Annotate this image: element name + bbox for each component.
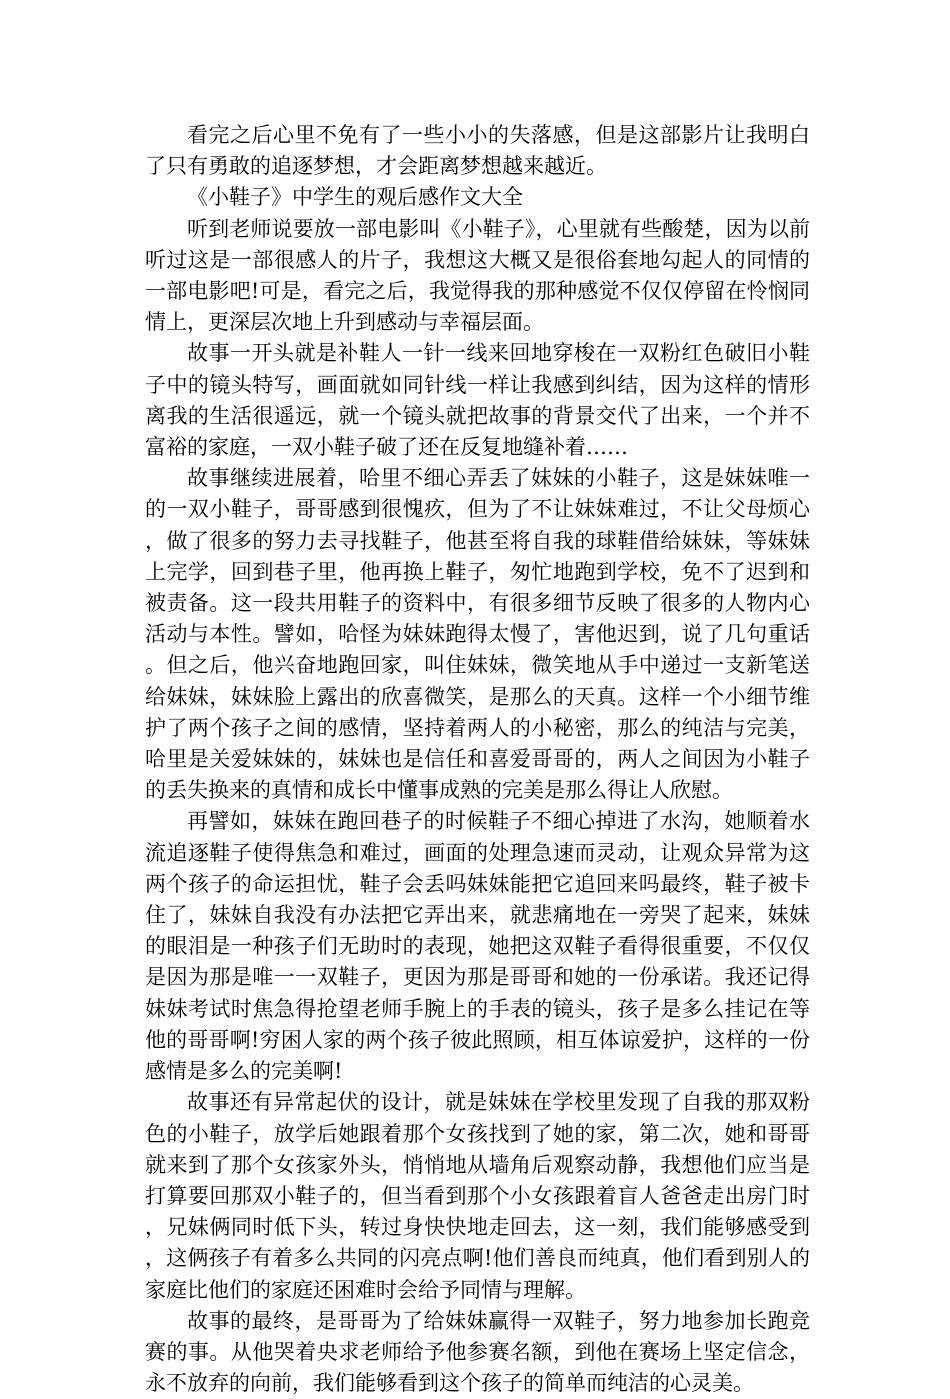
- paragraph-lost-shoes: 故事继续进展着，哈里不细心弄丢了妹妹的小鞋子，这是妹妹唯一的一双小鞋子，哥哥感到很愧疚，但为了不让妹妹难过，不让父母烦心，做了很多的努力去寻找鞋子，他甚至将自我的球鞋借给妹妹，等妹妹上完学，回到巷子里，他再换上鞋子，匆忙地跑到学校，免不了迟到和被责备。这一段共用鞋子的资料中，有很多细节反映了很多的人物内心活动与本性。譬如，哈怪为妹妹跑得太慢了，害他迟到，说了几句重话。但之后，他兴奋地跑回家，叫住妹妹，微笑地从手中递过一支新笔送给妹妹，妹妹脸上露出的欣喜微笑，是那么的天真。这样一个小细节维护了两个孩子之间的感情，坚持着两人的小秘密，那么的纯洁与完美，哈里是关爱妹妹的，妹妹也是信任和喜爱哥哥的，两人之间因为小鞋子的丢失换来的真情和成长中懂事成熟的完美是那么得让人欣慰。: [145, 466, 810, 803]
- paragraph-intro: 听到老师说要放一部电影叫《小鞋子》，心里就有些酸楚，因为以前听过这是一部很感人的片子，我想这大概又是很俗套地勾起人的同情的一部电影吧!可是，看完之后，我觉得我的那种感觉不仅仅停留在怜悯同情上，更深层次地上升到感动与幸福层面。: [145, 216, 810, 335]
- paragraph-race: 故事的最终，是哥哥为了给妹妹赢得一双鞋子，努力地参加长跑竞赛的事。从他哭着央求老师给予他参赛名额，到他在赛场上坚定信念，永不放弃的向前，我们能够看到这个孩子的简单而纯洁的心灵美。: [145, 1308, 810, 1396]
- document-page: [145, 120, 810, 1399]
- section-heading: 《小鞋子》中学生的观后感作文大全: [187, 185, 523, 210]
- paragraph-shoe-in-ditch: 再譬如，妹妹在跑回巷子的时候鞋子不细心掉进了水沟，她顺着水流追逐鞋子使得焦急和难过，画面的处理急速而灵动，让观众异常为这两个孩子的命运担忧，鞋子会丢吗妹妹能把它追回来吗最终，鞋子被卡住了，妹妹自我没有办法把它弄出来，就悲痛地在一旁哭了起来，妹妹的眼泪是一种孩子们无助时的表现，她把这双鞋子看得很重要，不仅仅是因为那是唯一一双鞋子，更因为那是哥哥和她的一份承诺。我还记得妹妹考试时焦急得抢望老师手腕上的手表的镜头，孩子是多么挂记在等他的哥哥啊!穷困人家的两个孩子彼此照顾，相互体谅爱护，这样的一份感情是多么的完美啊!: [145, 809, 810, 1084]
- paragraph-ending-reflection: 看完之后心里不免有了一些小小的失落感，但是这部影片让我明白了只有勇敢的追逐梦想，才会距离梦想越来越近。: [145, 123, 810, 179]
- paragraph-found-shoes: 故事还有异常起伏的设计，就是妹妹在学校里发现了自我的那双粉色的小鞋子，放学后她跟着那个女孩找到了她的家，第二次，她和哥哥就来到了那个女孩家外头，悄悄地从墙角后观察动静，我想他们应当是打算要回那双小鞋子的，但当看到那个小女孩跟着盲人爸爸走出房门时，兄妹俩同时低下头，转过身快快地走回去，这一刻，我们能够感受到，这俩孩子有着多么共同的闪亮点啊!他们善良而纯真，他们看到别人的家庭比他们的家庭还困难时会给予同情与理解。: [145, 1090, 810, 1302]
- paragraph-opening-scene: 故事一开头就是补鞋人一针一线来回地穿梭在一双粉红色破旧小鞋子中的镜头特写，画面就如同针线一样让我感到纠结，因为这样的情形离我的生活很遥远，就一个镜头就把故事的背景交代了出来，一个并不富裕的家庭，一双小鞋子破了还在反复地缝补着……: [145, 341, 810, 460]
